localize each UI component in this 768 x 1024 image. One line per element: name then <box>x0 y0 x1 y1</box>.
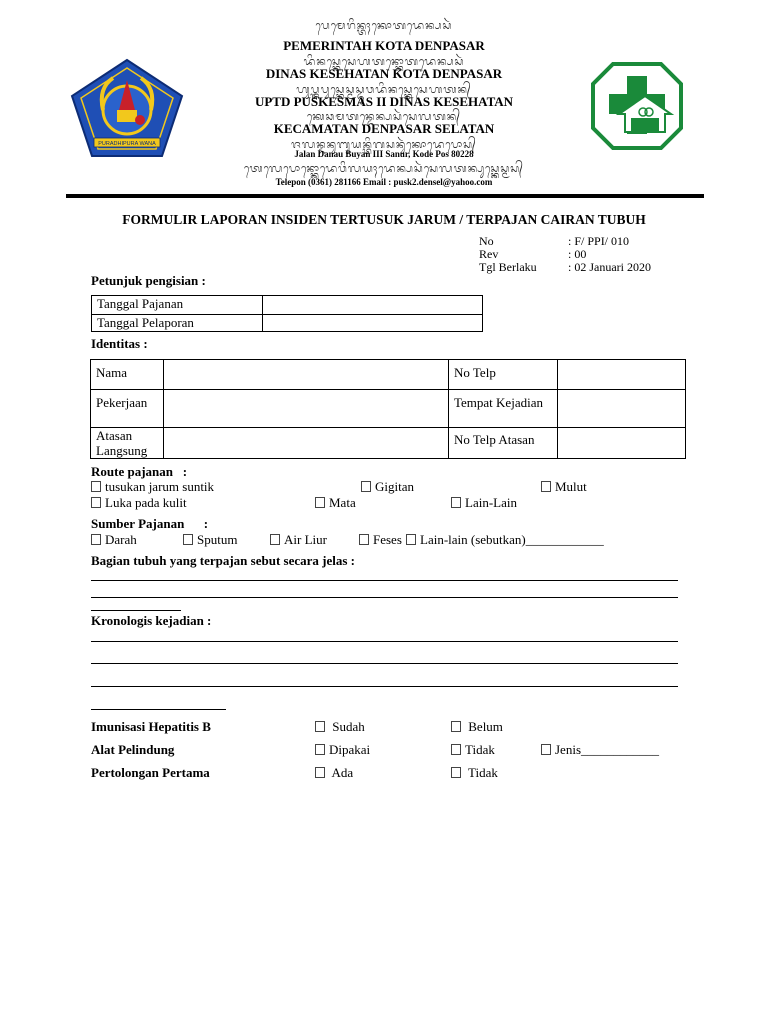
chronology-label: Kronologis kejadian : <box>91 613 212 628</box>
source-option-other[interactable]: Lain-lain (sebutkan)____________ <box>406 532 604 548</box>
name-field[interactable] <box>164 360 449 390</box>
date-exposure-label: Tanggal Pajanan <box>92 296 263 315</box>
checkbox-icon <box>183 534 193 545</box>
checkbox-icon <box>541 744 551 755</box>
chronology-line-4[interactable] <box>91 709 226 710</box>
body-part-label: Bagian tubuh yang terpajan sebut secara jelas : <box>91 553 355 568</box>
header-government: PEMERINTAH KOTA DENPASAR <box>283 38 485 53</box>
source-label: Sumber Pajanan : <box>91 516 209 531</box>
route-option-bite[interactable]: Gigitan <box>361 479 414 495</box>
meta-no-value: : F/ PPI/ 010 <box>568 234 630 248</box>
route-option-eye[interactable]: Mata <box>315 495 356 511</box>
date-report-field[interactable] <box>263 315 483 332</box>
emblem-banner-text: PURADHIPURA WANA <box>98 141 156 147</box>
route-label: Route pajanan : <box>91 464 188 479</box>
location-field[interactable] <box>558 390 686 428</box>
header-uptd: UPTD PUSKESMAS II DINAS KESEHATAN <box>254 94 514 109</box>
balinese-script-line: ᬢᬾᬮᬾᬧᭀᬦ᭄ᬓᭀᬤᬾᬯᬶᬮᬬᬄᬤᬾᬦ᭄ᬧᬲᬃᬲᬾᬮᬢᬦ᭄ᬧᬸᬲ᭄ᬓᬾᬲ᭄ᬫᬲ᭄ <box>244 163 524 175</box>
source-option-blood[interactable]: Darah <box>91 532 137 548</box>
dates-table <box>91 295 483 332</box>
instructions-label: Petunjuk pengisian : <box>91 273 206 288</box>
checkbox-icon <box>451 767 461 778</box>
supervisor-phone-field[interactable] <box>558 428 686 459</box>
route-option-skin[interactable]: Luka pada kulit <box>91 495 187 511</box>
supervisor-phone-label: No Telp Atasan <box>449 428 558 459</box>
phone-field[interactable] <box>558 360 686 390</box>
denpasar-emblem-logo <box>68 58 186 158</box>
checkbox-icon <box>541 481 551 492</box>
meta-rev-value: : 00 <box>568 247 587 261</box>
route-option-mouth[interactable]: Mulut <box>541 479 587 495</box>
header-health-office: DINAS KESEHATAN KOTA DENPASAR <box>265 66 503 81</box>
meta-date-label: Tgl Berlaku <box>479 260 537 274</box>
phone-label: No Telp <box>449 360 558 390</box>
balinese-script-line: ᬚᬮᬦ᭄ᬤᬦᬸᬩᬸᬬᬦ᭄ᬢᬶᬕᬲᬦᬸᬃᬓᭀᬤᬾᬧᭀᬲ᭄ <box>291 139 477 151</box>
header-address: Jalan Danau Buyan III Sanur, Kode Pos 80228 <box>294 149 474 159</box>
name-label: Nama <box>91 360 164 390</box>
balinese-script-line: ᬧᬾᬫᬾᬭᬶᬦ᭄ᬢᬄᬓᭀᬢᬤᬾᬦ᭄ᬧᬲᬃ <box>315 20 453 32</box>
form-title: FORMULIR LAPORAN INSIDEN TERTUSUK JARUM / TERPAJAN CAIRAN TUBUH <box>122 212 646 227</box>
balinese-script-line: ᬤᬶᬦᬲ᭄ᬓᬾᬲᬾᬳᬢᬦ᭄ᬓᭀᬢᬤᬾᬦ᭄ᬧᬲᬃ <box>303 56 465 68</box>
source-option-sputum[interactable]: Sputum <box>183 532 237 548</box>
occupation-field[interactable] <box>164 390 449 428</box>
immunization-option-no[interactable]: Belum <box>451 719 503 735</box>
protective-equipment-label: Alat Pelindung <box>91 742 175 757</box>
header-divider <box>66 194 704 198</box>
checkbox-icon <box>451 497 461 508</box>
meta-rev-label: Rev <box>479 247 499 261</box>
checkbox-icon <box>315 744 325 755</box>
body-part-line-3[interactable] <box>91 610 181 611</box>
supervisor-field[interactable] <box>164 428 449 459</box>
checkbox-icon <box>406 534 416 545</box>
checkbox-icon <box>91 497 101 508</box>
checkbox-icon <box>270 534 280 545</box>
first-aid-option-no[interactable]: Tidak <box>451 765 498 781</box>
puskesmas-logo <box>591 62 683 150</box>
occupation-label: Pekerjaan <box>91 390 164 428</box>
checkbox-icon <box>451 744 461 755</box>
equipment-option-type[interactable]: Jenis____________ <box>541 742 659 758</box>
equipment-option-used[interactable]: Dipakai <box>315 742 370 758</box>
checkbox-icon <box>361 481 371 492</box>
checkbox-icon <box>91 481 101 492</box>
checkbox-icon <box>91 534 101 545</box>
location-label: Tempat Kejadian <box>449 390 558 428</box>
meta-date-value: : 02 Januari 2020 <box>568 260 651 274</box>
balinese-script-line: ᬓᬾᬘᬫᬢᬦ᭄ᬤᬾᬦ᭄ᬧᬲᬃᬲᬾᬮᬢᬦ᭄ <box>306 111 462 123</box>
header-district: KECAMATAN DENPASAR SELATAN <box>273 121 495 136</box>
source-option-feces[interactable]: Feses <box>359 532 402 548</box>
date-report-label: Tanggal Pelaporan <box>92 315 263 332</box>
chronology-line-2[interactable] <box>91 663 678 664</box>
chronology-line-3[interactable] <box>91 686 678 687</box>
header-contact: Telepon (0361) 281166 Email : pusk2.densel@yahoo.com <box>275 177 493 187</box>
checkbox-icon <box>359 534 369 545</box>
checkbox-icon <box>315 497 325 508</box>
identity-table <box>90 359 686 459</box>
immunization-label: Imunisasi Hepatitis B <box>91 719 211 734</box>
route-option-other[interactable]: Lain-Lain <box>451 495 517 511</box>
balinese-script-line: ᬳᬸᬧ᭄ᬢ᭄ᬤᬧᬸᬲ᭄ᬓᬾᬲ᭄ᬫᬲ᭄ᬤᬸᬯᬤᬶᬦᬲ᭄ᬓᬾᬲᬾᬳᬢᬦ᭄ <box>296 84 472 96</box>
immunization-option-yes[interactable]: Sudah <box>315 719 365 735</box>
supervisor-label: Atasan Langsung <box>91 428 164 459</box>
chronology-line-1[interactable] <box>91 641 678 642</box>
equipment-option-not-used[interactable]: Tidak <box>451 742 495 758</box>
first-aid-option-yes[interactable]: Ada <box>315 765 353 781</box>
route-option-needle[interactable]: tusukan jarum suntik <box>91 479 214 495</box>
checkbox-icon <box>315 721 325 732</box>
body-part-line-2[interactable] <box>91 597 678 598</box>
identity-label: Identitas : <box>91 336 148 351</box>
body-part-line-1[interactable] <box>91 580 678 581</box>
checkbox-icon <box>315 767 325 778</box>
date-exposure-field[interactable] <box>263 296 483 315</box>
first-aid-label: Pertolongan Pertama <box>91 765 210 780</box>
meta-no-label: No <box>479 234 494 248</box>
checkbox-icon <box>451 721 461 732</box>
source-option-saliva[interactable]: Air Liur <box>270 532 327 548</box>
